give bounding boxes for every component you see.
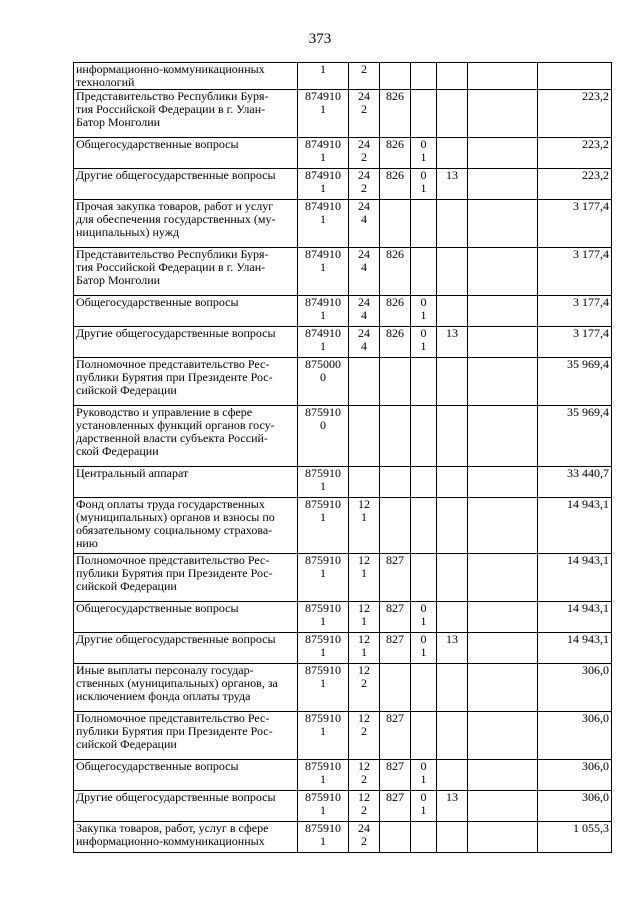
row-name-cell: Представительство Республики Буря- тия Российской Федерации в г. Улан- Батор Монголии xyxy=(74,248,298,296)
row-empty-cell xyxy=(468,602,538,633)
row-code-cell: 875910 1 xyxy=(298,712,349,760)
row-subsection-cell xyxy=(437,467,468,498)
row-amount-cell: 33 440,7 xyxy=(538,467,612,498)
row-amount-cell: 223,2 xyxy=(538,90,612,138)
row-empty-cell xyxy=(468,327,538,358)
row-code-cell: 875910 1 xyxy=(298,822,349,853)
row-department-code-cell: 826 xyxy=(380,90,411,138)
row-amount-cell: 306,0 xyxy=(538,712,612,760)
row-name-cell: Центральный аппарат xyxy=(74,467,298,498)
row-section-cell: 0 1 xyxy=(411,760,437,791)
row-department-code-cell: 827 xyxy=(380,633,411,664)
budget-table xyxy=(73,62,612,853)
row-empty-cell xyxy=(468,664,538,712)
row-department-code-cell: 826 xyxy=(380,169,411,200)
row-name-cell: Иные выплаты персоналу государ- ственных (муниципальных) органов, за исключением фонда оплаты труда xyxy=(74,664,298,712)
table-row xyxy=(74,633,612,664)
row-expense-type-cell: 24 4 xyxy=(349,248,380,296)
row-name-cell: Руководство и управление в сфере установленных функций органов госу- дарственной власти субъекта Россий- ской Федерации xyxy=(74,406,298,467)
row-expense-type-cell: 12 1 xyxy=(349,554,380,602)
row-name-cell: Полномочное представительство Рес- публики Бурятия при Президенте Рос- сийской Федерации xyxy=(74,358,298,406)
table-row xyxy=(74,138,612,169)
row-section-cell: 0 1 xyxy=(411,327,437,358)
row-department-code-cell: 827 xyxy=(380,602,411,633)
row-department-code-cell xyxy=(380,63,411,90)
row-amount-cell: 306,0 xyxy=(538,791,612,822)
row-empty-cell xyxy=(468,822,538,853)
row-name-cell: Другие общегосударственные вопросы xyxy=(74,169,298,200)
row-code-cell: 875910 1 xyxy=(298,602,349,633)
row-name-cell: информационно-коммуникационных технологий xyxy=(74,63,298,90)
table-row xyxy=(74,200,612,248)
row-department-code-cell: 826 xyxy=(380,296,411,327)
table-row xyxy=(74,712,612,760)
row-amount-cell: 223,2 xyxy=(538,169,612,200)
row-section-cell xyxy=(411,498,437,554)
row-section-cell xyxy=(411,467,437,498)
row-amount-cell: 14 943,1 xyxy=(538,554,612,602)
row-empty-cell xyxy=(468,554,538,602)
row-department-code-cell xyxy=(380,664,411,712)
row-amount-cell: 1 055,3 xyxy=(538,822,612,853)
row-expense-type-cell: 12 1 xyxy=(349,633,380,664)
row-code-cell: 874910 1 xyxy=(298,248,349,296)
table-row xyxy=(74,791,612,822)
row-section-cell: 0 1 xyxy=(411,602,437,633)
row-code-cell: 874910 1 xyxy=(298,138,349,169)
row-section-cell: 0 1 xyxy=(411,138,437,169)
row-amount-cell: 14 943,1 xyxy=(538,633,612,664)
table-row xyxy=(74,467,612,498)
table-row xyxy=(74,602,612,633)
row-empty-cell xyxy=(468,498,538,554)
row-department-code-cell xyxy=(380,358,411,406)
row-expense-type-cell: 12 2 xyxy=(349,791,380,822)
row-code-cell: 875910 1 xyxy=(298,791,349,822)
row-amount-cell: 35 969,4 xyxy=(538,358,612,406)
row-subsection-cell: 13 xyxy=(437,633,468,664)
row-code-cell: 875910 1 xyxy=(298,633,349,664)
row-expense-type-cell: 12 2 xyxy=(349,664,380,712)
row-subsection-cell xyxy=(437,406,468,467)
row-subsection-cell xyxy=(437,358,468,406)
row-expense-type-cell: 12 2 xyxy=(349,712,380,760)
row-empty-cell xyxy=(468,296,538,327)
row-department-code-cell: 827 xyxy=(380,760,411,791)
row-amount-cell: 3 177,4 xyxy=(538,296,612,327)
row-name-cell: Закупка товаров, работ, услуг в сфере информационно-коммуникационных xyxy=(74,822,298,853)
row-amount-cell: 14 943,1 xyxy=(538,498,612,554)
row-empty-cell xyxy=(468,200,538,248)
row-subsection-cell xyxy=(437,248,468,296)
row-name-cell: Общегосударственные вопросы xyxy=(74,138,298,169)
row-code-cell: 875910 1 xyxy=(298,467,349,498)
row-expense-type-cell: 24 2 xyxy=(349,138,380,169)
row-subsection-cell xyxy=(437,760,468,791)
row-name-cell: Общегосударственные вопросы xyxy=(74,602,298,633)
table-row xyxy=(74,169,612,200)
row-expense-type-cell: 24 2 xyxy=(349,822,380,853)
row-name-cell: Прочая закупка товаров, работ и услуг для обеспечения государственных (му- ниципальных) нужд xyxy=(74,200,298,248)
row-department-code-cell xyxy=(380,822,411,853)
row-department-code-cell xyxy=(380,200,411,248)
row-amount-cell: 306,0 xyxy=(538,760,612,791)
row-department-code-cell xyxy=(380,498,411,554)
row-empty-cell xyxy=(468,712,538,760)
row-empty-cell xyxy=(468,248,538,296)
table-row xyxy=(74,327,612,358)
table-row xyxy=(74,90,612,138)
row-department-code-cell: 826 xyxy=(380,138,411,169)
row-section-cell xyxy=(411,712,437,760)
row-expense-type-cell: 24 2 xyxy=(349,169,380,200)
table-row xyxy=(74,296,612,327)
row-code-cell: 875910 1 xyxy=(298,664,349,712)
row-section-cell xyxy=(411,358,437,406)
row-expense-type-cell xyxy=(349,358,380,406)
row-section-cell: 0 1 xyxy=(411,169,437,200)
table-row xyxy=(74,554,612,602)
row-section-cell xyxy=(411,406,437,467)
row-expense-type-cell: 24 4 xyxy=(349,327,380,358)
row-expense-type-cell xyxy=(349,467,380,498)
row-amount-cell xyxy=(538,63,612,90)
row-department-code-cell xyxy=(380,406,411,467)
row-expense-type-cell xyxy=(349,406,380,467)
row-department-code-cell: 826 xyxy=(380,327,411,358)
row-code-cell: 875910 1 xyxy=(298,498,349,554)
row-subsection-cell xyxy=(437,498,468,554)
row-code-cell: 874910 1 xyxy=(298,296,349,327)
row-empty-cell xyxy=(468,169,538,200)
row-expense-type-cell: 12 2 xyxy=(349,760,380,791)
row-expense-type-cell: 12 1 xyxy=(349,498,380,554)
row-name-cell: Общегосударственные вопросы xyxy=(74,760,298,791)
row-name-cell: Другие общегосударственные вопросы xyxy=(74,633,298,664)
row-expense-type-cell: 24 2 xyxy=(349,90,380,138)
row-empty-cell xyxy=(468,467,538,498)
row-section-cell xyxy=(411,554,437,602)
row-code-cell: 875000 0 xyxy=(298,358,349,406)
row-code-cell: 875910 0 xyxy=(298,406,349,467)
row-expense-type-cell: 24 4 xyxy=(349,200,380,248)
row-subsection-cell xyxy=(437,664,468,712)
row-subsection-cell: 13 xyxy=(437,169,468,200)
row-subsection-cell xyxy=(437,63,468,90)
row-empty-cell xyxy=(468,633,538,664)
table-row xyxy=(74,406,612,467)
row-code-cell: 874910 1 xyxy=(298,200,349,248)
row-empty-cell xyxy=(468,406,538,467)
row-amount-cell: 306,0 xyxy=(538,664,612,712)
row-expense-type-cell: 12 1 xyxy=(349,602,380,633)
table-row xyxy=(74,822,612,853)
row-section-cell xyxy=(411,63,437,90)
table-row xyxy=(74,664,612,712)
row-name-cell: Полномочное представительство Рес- публики Бурятия при Президенте Рос- сийской Федерации xyxy=(74,712,298,760)
row-expense-type-cell: 2 xyxy=(349,63,380,90)
row-code-cell: 874910 1 xyxy=(298,90,349,138)
row-empty-cell xyxy=(468,358,538,406)
table-row xyxy=(74,760,612,791)
row-subsection-cell xyxy=(437,554,468,602)
row-subsection-cell xyxy=(437,296,468,327)
row-name-cell: Другие общегосударственные вопросы xyxy=(74,791,298,822)
row-name-cell: Представительство Республики Буря- тия Российской Федерации в г. Улан- Батор Монголии xyxy=(74,90,298,138)
row-empty-cell xyxy=(468,791,538,822)
row-code-cell: 875910 1 xyxy=(298,760,349,791)
row-subsection-cell xyxy=(437,822,468,853)
row-subsection-cell: 13 xyxy=(437,791,468,822)
row-code-cell: 874910 1 xyxy=(298,327,349,358)
row-empty-cell xyxy=(468,138,538,169)
row-subsection-cell: 13 xyxy=(437,327,468,358)
row-code-cell: 874910 1 xyxy=(298,169,349,200)
row-section-cell xyxy=(411,664,437,712)
row-empty-cell xyxy=(468,760,538,791)
row-section-cell xyxy=(411,200,437,248)
row-section-cell: 0 1 xyxy=(411,791,437,822)
row-department-code-cell: 827 xyxy=(380,554,411,602)
table-row xyxy=(74,248,612,296)
page-number: 373 xyxy=(308,31,332,47)
row-subsection-cell xyxy=(437,602,468,633)
row-empty-cell xyxy=(468,90,538,138)
row-section-cell xyxy=(411,248,437,296)
row-name-cell: Фонд оплаты труда государственных (муниципальных) органов и взносы по обязательному социальному страхова- нию xyxy=(74,498,298,554)
table-row xyxy=(74,498,612,554)
row-subsection-cell xyxy=(437,138,468,169)
row-amount-cell: 35 969,4 xyxy=(538,406,612,467)
row-subsection-cell xyxy=(437,200,468,248)
row-name-cell: Полномочное представительство Рес- публики Бурятия при Президенте Рос- сийской Федерации xyxy=(74,554,298,602)
row-amount-cell: 3 177,4 xyxy=(538,248,612,296)
row-section-cell: 0 1 xyxy=(411,633,437,664)
row-subsection-cell xyxy=(437,90,468,138)
row-section-cell xyxy=(411,822,437,853)
row-code-cell: 1 xyxy=(298,63,349,90)
row-section-cell: 0 1 xyxy=(411,296,437,327)
row-amount-cell: 3 177,4 xyxy=(538,200,612,248)
row-name-cell: Общегосударственные вопросы xyxy=(74,296,298,327)
table-body xyxy=(74,63,612,853)
row-code-cell: 875910 1 xyxy=(298,554,349,602)
row-section-cell xyxy=(411,90,437,138)
row-empty-cell xyxy=(468,63,538,90)
row-expense-type-cell: 24 4 xyxy=(349,296,380,327)
row-amount-cell: 14 943,1 xyxy=(538,602,612,633)
table-row xyxy=(74,358,612,406)
row-department-code-cell: 827 xyxy=(380,712,411,760)
row-amount-cell: 223,2 xyxy=(538,138,612,169)
row-department-code-cell: 827 xyxy=(380,791,411,822)
row-subsection-cell xyxy=(437,712,468,760)
row-department-code-cell: 826 xyxy=(380,248,411,296)
row-name-cell: Другие общегосударственные вопросы xyxy=(74,327,298,358)
table-row xyxy=(74,63,612,90)
row-amount-cell: 3 177,4 xyxy=(538,327,612,358)
row-department-code-cell xyxy=(380,467,411,498)
